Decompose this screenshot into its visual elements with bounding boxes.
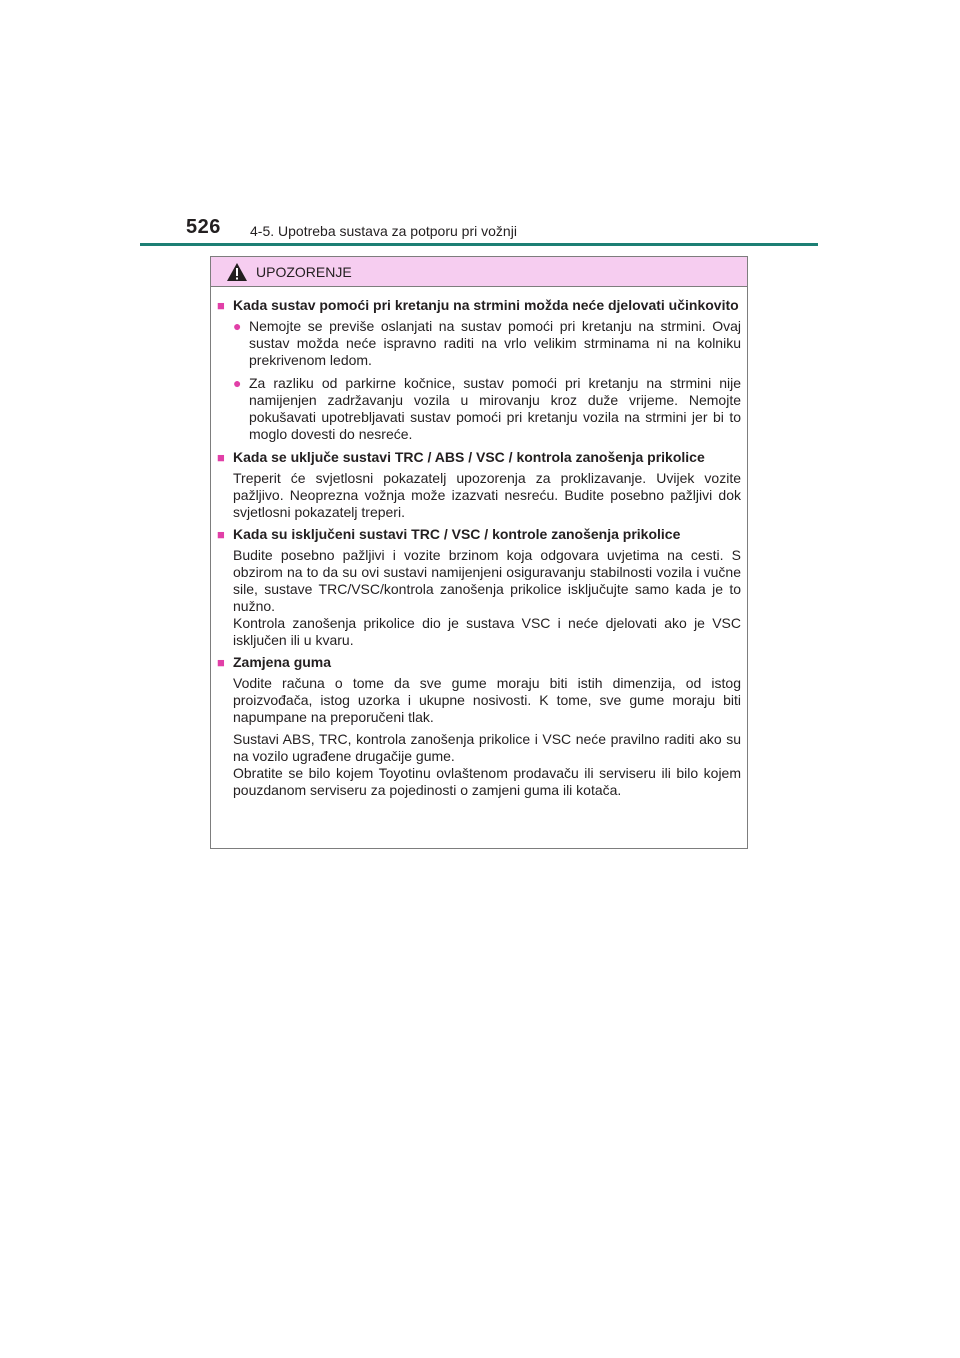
circle-bullet-icon: ● [233, 318, 242, 334]
section-title: 4-5. Upotreba sustava za potporu pri vožnji [250, 223, 517, 239]
warning-section [217, 297, 741, 443]
section-heading: ■ Kada su isključeni sustavi TRC / VSC / kontrole zanošenja prikolice [217, 526, 681, 542]
paragraph: Budite posebno pažljivi i vozite brzinom koja odgovara uvjetima na cesti. S obzirom na to da su ovi sustavi namijenjeni osiguravanju stabilnosti vozila i vučne sile, sustave TRC/VSC/kontrola zanošenja prikolice isključujte samo kada je to nužno. [233, 547, 741, 614]
paragraph: Sustavi ABS, TRC, kontrola zanošenja prikolice i VSC neće pravilno raditi ako su na vozilo ugrađene drugačije gume. [233, 731, 741, 764]
header-divider [140, 243, 818, 246]
square-bullet-icon: ■ [217, 298, 225, 313]
square-bullet-icon: ■ [217, 655, 225, 670]
warning-triangle-icon [226, 262, 248, 282]
square-bullet-icon: ■ [217, 450, 225, 465]
warning-section [217, 449, 741, 521]
square-bullet-icon: ■ [217, 527, 225, 542]
section-heading: ■ Kada sustav pomoći pri kretanju na strmini možda neće djelovati učinkovito [217, 297, 739, 313]
warning-header [211, 257, 747, 287]
warning-title: UPOZORENJE [256, 263, 352, 280]
page-number: 526 [186, 216, 221, 238]
warning-box [210, 256, 748, 849]
warning-content [211, 287, 747, 799]
circle-bullet-icon: ● [233, 375, 242, 391]
paragraph: Obratite se bilo kojem Toyotinu ovlaštenom prodavaču ili serviseru ili bilo kojem pouzdanom serviseru za pojedinosti o zamjeni guma ili kotača. [233, 765, 741, 798]
section-heading: ■ Kada se uključe sustavi TRC / ABS / VSC / kontrola zanošenja prikolice [217, 449, 705, 465]
bullet-item: ● Za razliku od parkirne kočnice, sustav pomoći pri kretanju na strmini nije namijenjen zadržavanju vozila u mirovanju kroz duže vrijeme. Nemojte pokušavati upotrebljavati sustav pomoći pri kretanju vozila na strmini jer bi to moglo dovesti do nesreće. [233, 375, 741, 442]
paragraph: Treperit će svjetlosni pokazatelj upozorenja za proklizavanje. Uvijek vozite pažljivo. Neoprezna vožnja može izazvati nesreću. Budite posebno pažljivi dok svjetlosni pokazatelj treperi. [233, 470, 741, 520]
paragraph: Kontrola zanošenja prikolice dio je sustava VSC i neće djelovati ako je VSC isključen ili u kvaru. [233, 615, 741, 648]
bullet-item: ● Nemojte se previše oslanjati na sustav pomoći pri kretanju na strmini. Ovaj sustav možda neće ispravno raditi na vrlo velikim strminama ni na kolniku prekrivenom ledom. [233, 318, 741, 368]
warning-section [217, 654, 741, 799]
warning-section [217, 526, 741, 649]
paragraph: Vodite računa o tome da sve gume moraju biti istih dimenzija, od istog proizvođača, istog uzorka i ukupne nosivosti. K tome, sve gume moraju biti napumpane na preporučeni tlak. [233, 675, 741, 725]
section-heading: ■ Zamjena guma [217, 654, 332, 670]
